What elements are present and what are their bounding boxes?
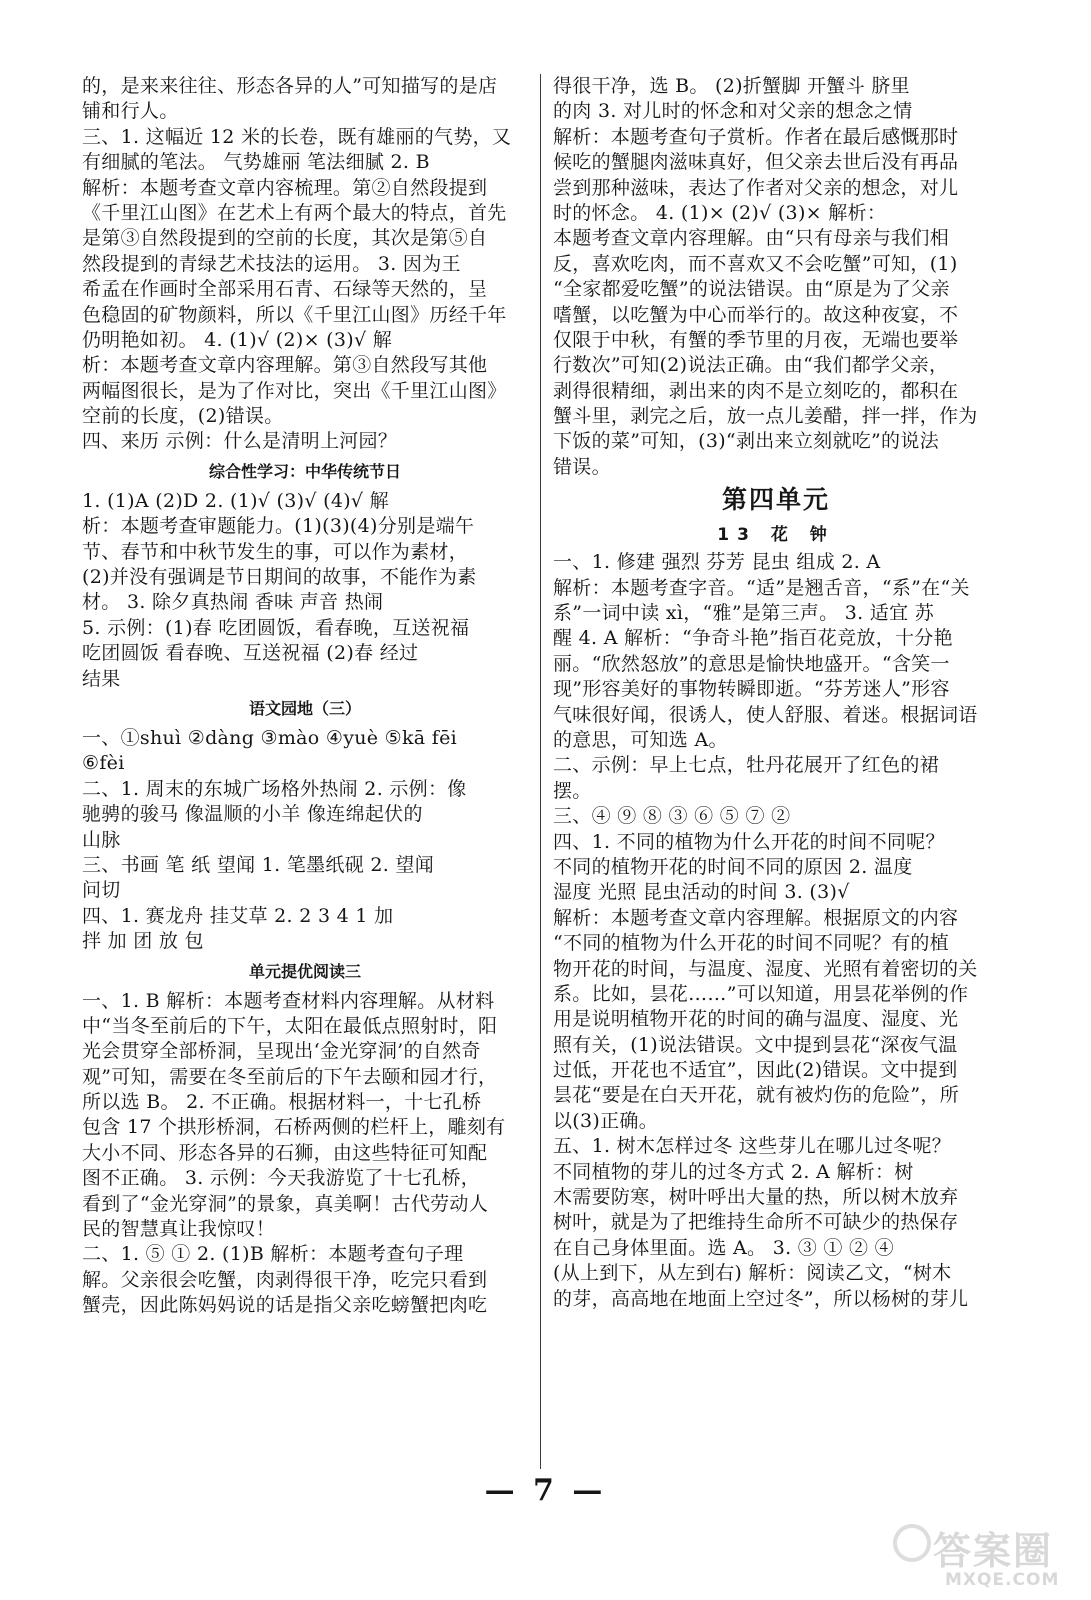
- text-line: 1. (1)A (2)D 2. (1)√ (3)√ (4)√ 解: [82, 489, 389, 512]
- text-line: 时的怀念。 4. (1)× (2)√ (3)× 解析：: [553, 201, 887, 224]
- text-line: 一、①shuì ②dàng ③mào ④yuè ⑤kā fēi: [82, 726, 458, 749]
- text-line: 二、1. 周末的东城广场格外热闹 2. 示例：像: [82, 777, 467, 800]
- text-line: 解析：本题考查句子赏析。作者在最后感慨那时: [553, 125, 959, 148]
- text-line: 材。 3. 除夕真热闹 香味 声音 热闹: [82, 591, 384, 614]
- text-line: 光会贯穿全部桥洞，呈现出‘金光穿洞’的自然奇: [82, 1040, 481, 1063]
- text-line: 五、1. 树木怎样过冬 这些芽儿在哪儿过冬呢？: [553, 1135, 952, 1158]
- section-heading: 语文园地（三）: [248, 698, 361, 718]
- text-line: 系”一词中读 xì，“雅”是第三声。 3. 适宜 苏: [553, 602, 935, 625]
- text-line: 希孟在作画时全部采用石青、石绿等天然的，呈: [82, 278, 488, 301]
- text-line: 的芽，高高地在地面上空过冬”，所以杨树的芽儿: [553, 1287, 969, 1310]
- text-line: 下饭的菜”可知，(3)“剥出来立刻就吃”的说法: [553, 430, 939, 453]
- section-heading: 综合性学习：中华传统节日: [208, 461, 401, 481]
- text-line: 过低，开花也不适宜”，因此(2)错误。文中提到: [553, 1059, 958, 1082]
- text-line: 不同植物的芽儿的过冬方式 2. A 解析：树: [553, 1160, 914, 1183]
- text-line: 色稳固的矿物颜料，所以《千里江山图》历经千年: [82, 303, 507, 326]
- section-heading: 单元提优阅读三: [248, 961, 361, 981]
- text-line: 三、书画 笔 纸 望闻 1. 笔墨纸砚 2. 望闻: [82, 853, 435, 876]
- unit-heading: 第四单元: [721, 485, 830, 515]
- text-line: 木需要防寒，树叶呼出大量的热，所以树木放弃: [553, 1186, 959, 1209]
- text-line: 尝到那种滋味，表达了作者对父亲的想念，对儿: [553, 176, 959, 199]
- page-number: — 7 —: [484, 1473, 607, 1508]
- text-line: 蟹壳，因此陈妈妈说的话是指父亲吃螃蟹把肉吃: [82, 1294, 488, 1317]
- text-line: 四、1. 赛龙舟 挂艾草 2. 2 3 4 1 加: [82, 904, 394, 927]
- text-line: 看到了“金光穿洞”的景象，真美啊！古代劳动人: [82, 1192, 489, 1215]
- text-line: 三、1. 这幅近 12 米的长卷，既有雄丽的气势，又: [82, 125, 512, 148]
- text-line: “不同的植物为什么开花的时间不同呢？有的植: [553, 932, 950, 955]
- text-line: 三、④ ⑨ ⑧ ③ ⑥ ⑤ ⑦ ②: [553, 805, 791, 828]
- watermark-url: MXQE.COM: [945, 1570, 1060, 1590]
- text-line: 结果: [82, 667, 121, 690]
- text-line: “全家都爱吃蟹”的说法错误。由“原是为了父亲: [553, 278, 950, 301]
- text-line: 一、1. B 解析：本题考查材料内容理解。从材料: [82, 989, 495, 1012]
- text-line: 用是说明植物开花的时间的确与温度、湿度、光: [553, 1008, 959, 1031]
- text-line: (从上到下，从左到右) 解析：阅读乙文，“树木: [553, 1262, 952, 1285]
- text-line: 是第③自然段提到的空前的长度，其次是第⑤自: [82, 227, 488, 250]
- text-line: 吃团圆饭 看春晚、互送祝福 (2)春 经过: [82, 642, 419, 665]
- text-line: 两幅图很长，是为了作对比，突出《千里江山图》: [82, 379, 507, 402]
- text-line: 中“当冬至前后的下午，太阳在最低点照射时，阳: [82, 1014, 498, 1037]
- text-line: 《千里江山图》在艺术上有两个最大的特点，首先: [82, 201, 507, 224]
- text-line: 铺和行人。: [82, 100, 179, 123]
- text-line: 观”可知，需要在冬至前后的下午去颐和园才行，: [82, 1065, 498, 1088]
- text-line: 仍明艳如初。 4. (1)√ (2)× (3)√ 解: [82, 328, 393, 351]
- text-line: 现”形容美好的事物转瞬即逝。“芬芳迷人”形容: [553, 678, 950, 701]
- text-line: 丽。“欣然怒放”的意思是愉快地盛开。“含笑一: [553, 652, 950, 675]
- text-line: 剥得很精细，剥出来的肉不是立刻吃的，都积在: [553, 379, 959, 402]
- text-line: 空前的长度，(2)错误。: [82, 405, 284, 428]
- text-line: 摆。: [553, 779, 592, 802]
- text-line: 得很干净，选 B。 (2)折蟹脚 开蟹斗 脐里: [553, 75, 910, 97]
- text-line: 蟹斗里，剥完之后，放一点儿姜醋，拌一拌，作为: [553, 405, 978, 428]
- text-line: 昙花“要是在白天开花，就有被灼伤的危险”，所: [553, 1084, 960, 1107]
- text-line: 大小不同、形态各异的石狮，由这些特征可知配: [82, 1141, 488, 1164]
- text-line: 错误。: [553, 455, 611, 478]
- text-line: 二、示例：早上七点，牡丹花展开了红色的裙: [553, 754, 940, 777]
- text-line: 嗜蟹，以吃蟹为中心而举行的。故这种夜宴，不: [553, 303, 959, 326]
- text-line: 图不正确。 3. 示例：今天我游览了十七孔桥，: [82, 1167, 481, 1190]
- text-line: 行数次”可知(2)说法正确。由“我们都学父亲，: [553, 354, 949, 377]
- text-line: 析：本题考查审题能力。(1)(3)(4)分别是端午: [82, 515, 475, 538]
- text-line: 四、来历 示例：什么是清明上河园？: [82, 430, 398, 453]
- right-column: [553, 74, 999, 1312]
- text-line: 解。父亲很会吃蟹，肉剥得很干净，吃完只看到: [82, 1268, 488, 1291]
- text-line: 所以选 B。 2. 不正确。根据材料一，十七孔桥: [82, 1091, 482, 1114]
- text-line: 气味很好闻，很诱人，使人舒服、着迷。根据词语: [553, 703, 978, 726]
- text-line: 系。比如，昙花……”可以知道，用昙花举例的作: [553, 982, 969, 1005]
- text-line: 一、1. 修建 强烈 芬芳 昆虫 组成 2. A: [553, 551, 881, 574]
- text-line: 反，喜欢吃肉，而不喜欢又不会吃蟹”可知，(1): [553, 252, 958, 275]
- text-line: 解析：本题考查文章内容理解。根据原文的内容: [553, 906, 959, 929]
- text-line: 解析：本题考查字音。“适”是翘舌音，“系”在“关: [553, 576, 970, 599]
- text-line: 民的智慧真让我惊叹！: [82, 1218, 276, 1241]
- text-line: 然段提到的青绿艺术技法的运用。 3. 因为王: [82, 252, 461, 275]
- text-line: 仅限于中秋，有蟹的季节里的月夜，无端也要举: [553, 328, 959, 351]
- text-line: 解析：本题考查文章内容梳理。第②自然段提到: [82, 176, 488, 199]
- text-line: 驰骋的骏马 像温顺的小羊 像连绵起伏的: [82, 803, 423, 826]
- text-line: 照有关，(1)说法错误。文中提到昙花“深夜气温: [553, 1033, 958, 1056]
- text-line: 有细腻的笔法。 气势雄丽 笔法细腻 2. B: [82, 151, 430, 174]
- text-line: 包含 17 个拱形桥洞，石桥两侧的栏杆上，雕刻有: [82, 1116, 506, 1139]
- text-line: 节、春节和中秋节发生的事，可以作为素材，: [82, 540, 469, 563]
- text-line: 不同的植物开花的时间不同的原因 2. 温度: [553, 855, 913, 878]
- text-line: 拌 加 团 放 包: [82, 930, 204, 953]
- text-line: 醒 4. A 解析：“争奇斗艳”指百花竞放，十分艳: [553, 627, 953, 650]
- text-line: 本题考查文章内容理解。由“只有母亲与我们相: [553, 227, 950, 250]
- text-line: 析：本题考查文章内容理解。第③自然段写其他: [82, 354, 488, 377]
- text-line: 5. 示例：(1)春 吃团圆饭，看春晚，互送祝福: [82, 616, 470, 639]
- watermark-logo: [893, 1518, 1083, 1596]
- text-line: 山脉: [82, 828, 121, 851]
- text-line: 问切: [82, 879, 121, 902]
- text-line: 的意思，可知选 A。: [553, 728, 728, 751]
- lesson-heading: 13 花 钟: [717, 525, 835, 546]
- watermark-icon: [893, 1524, 931, 1562]
- text-line: 以(3)正确。: [553, 1109, 659, 1132]
- watermark-text: 答案圈: [933, 1529, 1054, 1573]
- text-line: 候吃的蟹腿肉滋味真好，但父亲去世后没有再品: [553, 151, 959, 174]
- text-line: 在自己身体里面。选 A。 3. ③ ① ② ④: [553, 1236, 894, 1259]
- text-line: 二、1. ⑤ ① 2. (1)B 解析：本题考查句子理: [82, 1243, 464, 1266]
- text-line: (2)并没有强调是节日期间的故事，不能作为素: [82, 566, 477, 589]
- text-line: 四、1. 不同的植物为什么开花的时间不同呢？: [553, 830, 945, 853]
- text-line: 的肉 3. 对儿时的怀念和对父亲的想念之情: [553, 100, 913, 123]
- column-divider: [540, 74, 541, 1469]
- text-line: 湿度 光照 昆虫活动的时间 3. (3)√: [553, 881, 850, 904]
- text-line: 物开花的时间，与温度、湿度、光照有着密切的关: [553, 957, 978, 980]
- left-column: [82, 74, 528, 1319]
- text-line: ⑥fèi: [82, 752, 125, 775]
- text-line: 树叶，就是为了把维持生命所不可缺少的热保存: [553, 1211, 959, 1234]
- text-line: 的，是来来往往、形态各异的人”可知描写的是店: [82, 75, 498, 97]
